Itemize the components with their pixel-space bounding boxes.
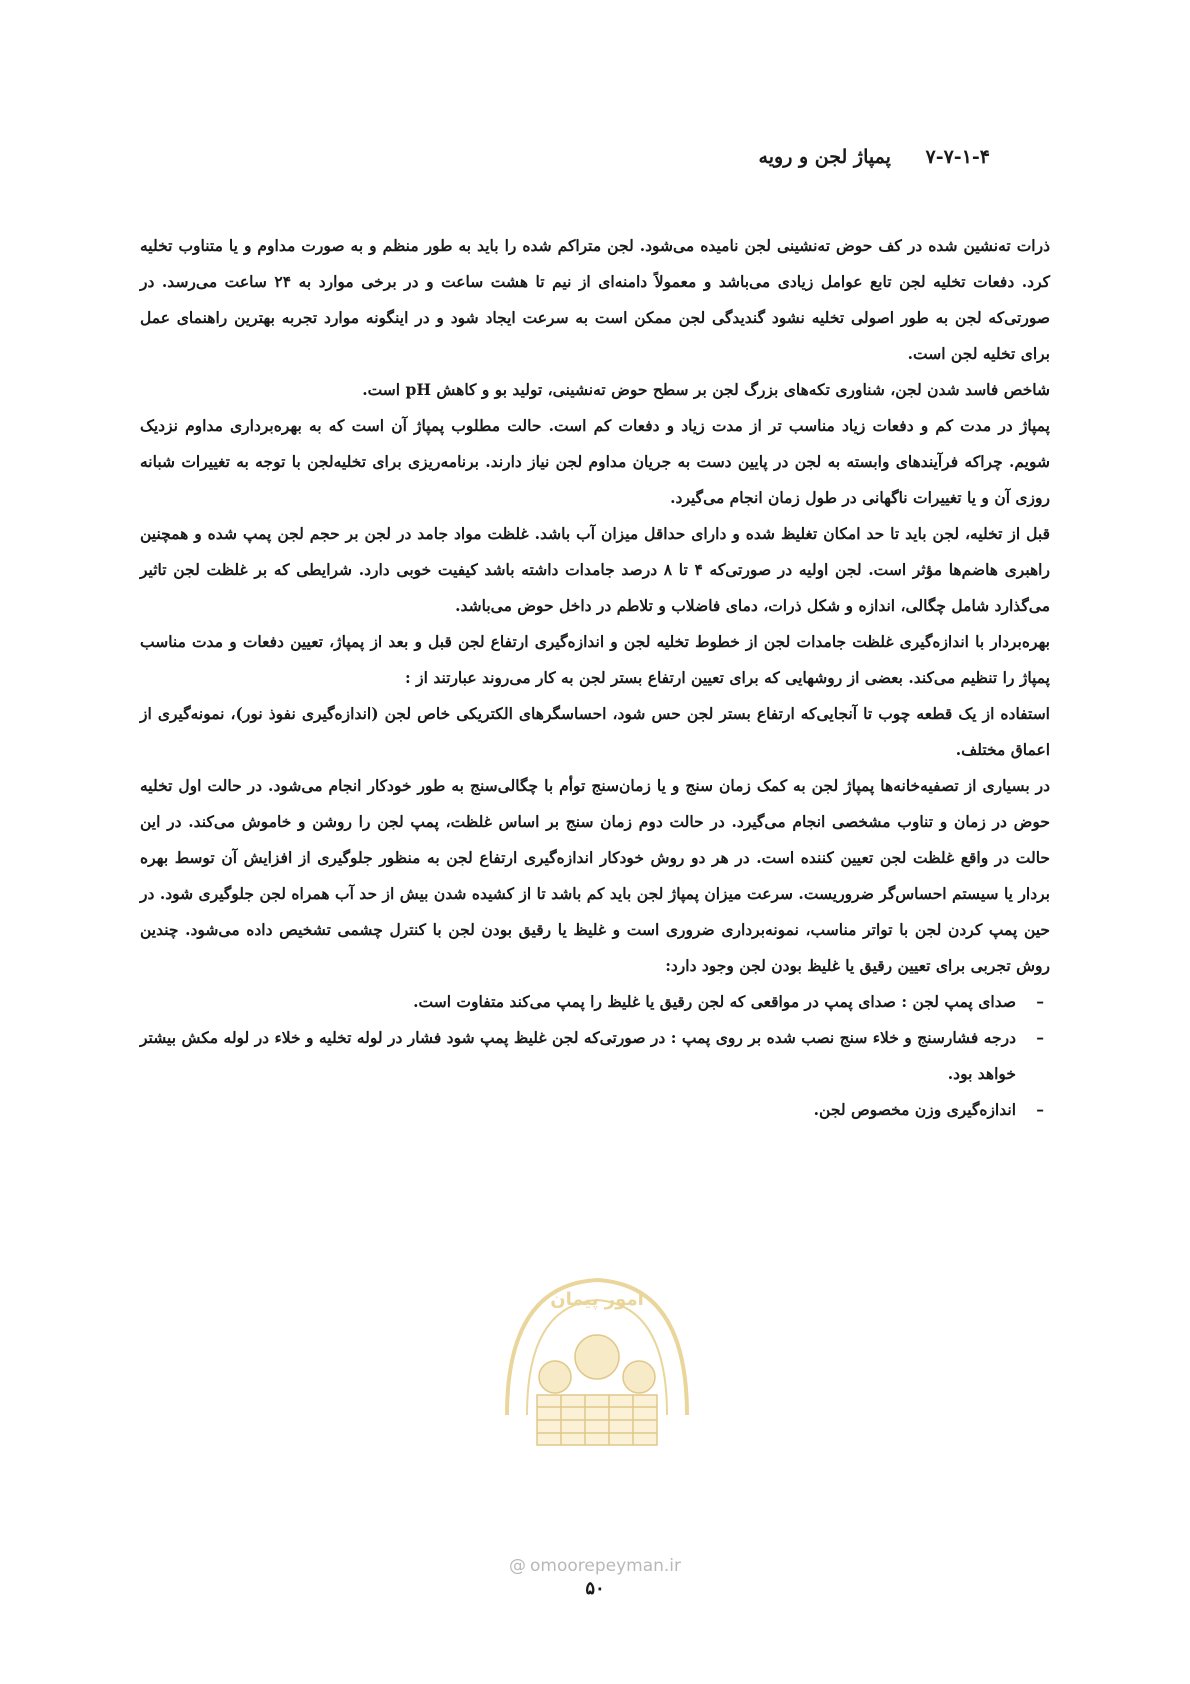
paragraph: بهره‌بردار با اندازه‌گیری غلظت جامدات لجن از خطوط تخلیه لجن و اندازه‌گیری ارتفاع لجن قبل و بعد از پمپاژ، تعیین دفعات و مدت مناسب پمپاژ را تنظیم می‌کند. بعضی از روشهایی که برای تعیین ارتفاع بستر لجن به کار می‌روند عبارتند از :: [140, 632, 1050, 687]
paragraph: پمپاژ در مدت کم و دفعات زیاد مناسب تر از مدت زیاد و دفعات کم است. حالت مطلوب پمپاژ آن است که به بهره‌برداری مداوم نزدیک شویم. چراکه فرآیندهای وابسته به لجن در پایین دست به جریان مداوم لجن نیاز دارند. برنامه‌ریزی برای تخلیه‌لجن با توجه به تغییرات شبانه روزی آن و یا تغییرات ناگهانی در طول زمان انجام می‌گیرد.: [140, 416, 1050, 507]
list-item-text: اندازه‌گیری وزن مخصوص لجن.: [813, 1100, 1016, 1119]
paragraph: شاخص فاسد شدن لجن، شناوری تکه‌های بزرگ لجن بر سطح حوض ته‌نشینی، تولید بو و کاهش pH است.: [362, 380, 1050, 399]
paragraph: قبل از تخلیه، لجن باید تا حد امکان تغلیظ شده و دارای حداقل میزان آب باشد. غلظت مواد جامد در لجن بر حجم لجن پمپ شده و همچنین راهبری هاضم‌ها مؤثر است. لجن اولیه در صورتی‌که ۴ تا ۸ درصد جامدات داشته باشد کیفیت خوبی دارد. شرایطی که بر غلظت لجن تاثیر می‌گذارد شامل چگالی، اندازه و شکل ذرات، دمای فاضلاب و تلاطم در داخل حوض می‌باشد.: [140, 524, 1050, 615]
watermark-logo-icon: [487, 1265, 707, 1465]
globe-icon: @: [508, 1556, 526, 1576]
list-bullet: –: [1036, 992, 1044, 1011]
list-item-text: صدای پمپ لجن : صدای پمپ در مواقعی که لجن رقیق یا غلیظ را پمپ می‌کند متفاوت است.: [413, 992, 1016, 1011]
watermark-logo-text: امور پیمان: [550, 1289, 644, 1310]
section-title: پمپاژ لجن و رویه: [758, 146, 891, 168]
paragraph: در بسیاری از تصفیه‌خانه‌ها پمپاژ لجن به کمک زمان سنج و یا زمان‌سنج توأم با چگالی‌سنج به طور خودکار انجام می‌شود. در حالت اول تخلیه حوض در زمان و تناوب مشخصی انجام می‌گیرد. در حالت دوم زمان سنج بر اساس غلظت، پمپ لجن را روشن و خاموش می‌کند. در این حالت در واقع غلظت لجن تعیین کننده است. در هر دو روش خودکار اندازه‌گیری ارتفاع لجن به منظور جلوگیری از افزایش آن توسط بهره بردار یا سیستم احساس‌گر ضروریست. سرعت میزان پمپاژ لجن باید کم باشد تا از کشیده شدن بیش از حد آب همراه لجن جلوگیری شود. در حین پمپ کردن لجن با تواتر مناسب، نمونه‌برداری ضروری است و غلیظ یا رقیق بودن لجن با کنترل چشمی تشخیص داده می‌شود. چندین روش تجربی برای تعیین رقیق یا غلیظ بودن لجن وجود دارد:: [140, 776, 1050, 975]
list-item: [140, 984, 1050, 1020]
watermark-site: [0, 1556, 1190, 1576]
list-bullet: –: [1036, 1100, 1044, 1119]
page-number: ۵۰: [585, 1578, 605, 1599]
section-heading: [759, 146, 990, 168]
list-item: [140, 1092, 1050, 1128]
paragraph: ذرات ته‌نشین شده در کف حوض ته‌نشینی لجن نامیده می‌شود. لجن متراکم شده را باید به طور منظم و به صورت مداوم و یا متناوب تخلیه کرد. دفعات تخلیه لجن تابع عوامل زیادی می‌باشد و معمولاً دامنه‌ای از نیم تا هشت ساعت و در برخی موارد به ۲۴ ساعت می‌رسد. در صورتی‌که لجن به طور اصولی تخلیه نشود گندیدگی لجن ممکن است به سرعت ایجاد شود و در اینگونه موارد تجربه بهترین راهنمای عمل برای تخلیه لجن است.: [140, 236, 1050, 363]
watermark-site-text: omoorepeyman.ir: [529, 1556, 682, 1576]
list-item: [140, 1020, 1050, 1092]
section-number: ۷-۷-۱-۴: [925, 146, 990, 168]
paragraph: استفاده از یک قطعه چوب تا آنجایی‌که ارتفاع بستر لجن حس شود، احساسگرهای الکتریکی خاص لجن (اندازه‌گیری نفوذ نور)، نمونه‌گیری از اعماق مختلف.: [140, 704, 1050, 759]
body-text: [140, 228, 1050, 1128]
list-item-text: درجه فشارسنج و خلاء سنج نصب شده بر روی پمپ : در صورتی‌که لجن غلیظ پمپ شود فشار در لوله تخلیه و خلاء در لوله مکش بیشتر خواهد بود.: [140, 1028, 1016, 1083]
list-bullet: –: [1036, 1028, 1044, 1047]
method-list: [140, 984, 1050, 1128]
